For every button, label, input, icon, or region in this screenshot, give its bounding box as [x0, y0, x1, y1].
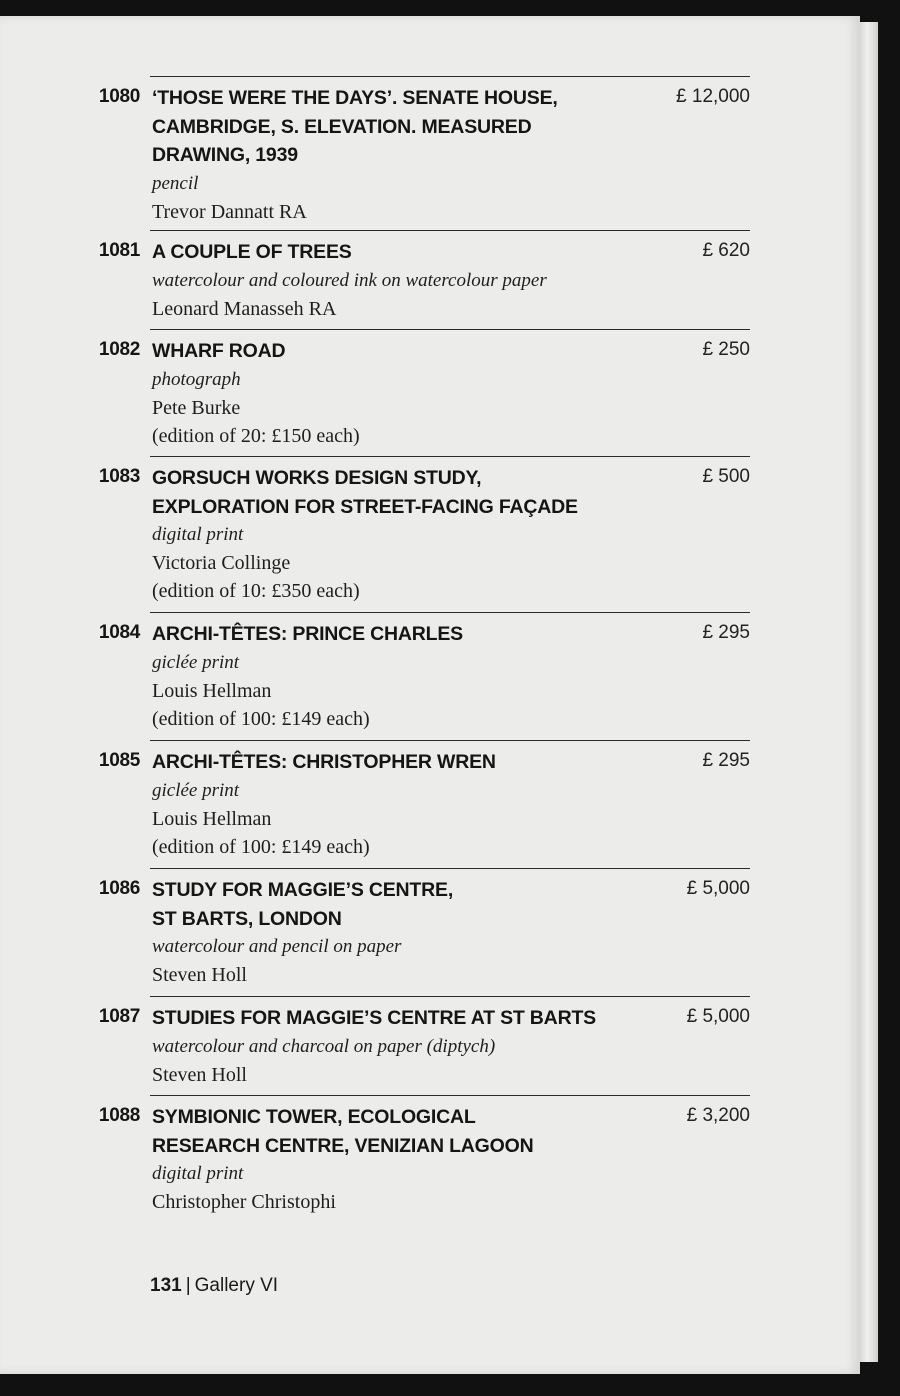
artist-name: Christopher Christophi — [152, 1191, 336, 1213]
artwork-price: £ 12,000 — [676, 86, 750, 107]
page-edge — [860, 22, 878, 1362]
artwork-medium: digital print — [152, 524, 244, 545]
artwork-medium: giclée print — [152, 779, 240, 801]
artwork-medium: watercolour and coloured ink on watercolour paper — [152, 269, 547, 291]
artwork-price: £ 500 — [702, 466, 750, 487]
artwork-price: £ 295 — [702, 622, 750, 643]
edition-info: (edition of 10: £350 each) — [152, 580, 360, 602]
lot-number: 1087 — [98, 1006, 140, 1027]
gallery-section: Gallery VI — [194, 1275, 279, 1296]
artist-name: Louis Hellman — [152, 807, 272, 830]
artist-name: Leonard Manasseh RA — [152, 297, 337, 320]
artist-name: Steven Holl — [152, 964, 247, 986]
lot-number: 1086 — [98, 878, 140, 899]
artwork-title: ARCHI-TÊTES: PRINCE CHARLES — [152, 623, 463, 645]
footer-separator: | — [185, 1275, 191, 1296]
lot-number: 1083 — [98, 466, 140, 487]
artist-name: Trevor Dannatt RA — [152, 200, 307, 223]
edition-info: (edition of 20: £150 each) — [152, 424, 360, 447]
edition-info: (edition of 100: £149 each) — [152, 707, 370, 730]
artwork-price: £ 250 — [702, 339, 750, 360]
entry-divider — [150, 996, 750, 997]
artist-name: Steven Holl — [152, 1063, 247, 1086]
entry-divider — [150, 868, 750, 869]
artwork-medium: pencil — [152, 172, 199, 194]
artwork-title: GORSUCH WORKS DESIGN STUDY, EXPLORATION FOR STREET-FACING FAÇADE — [152, 467, 578, 518]
artwork-title: ‘THOSE WERE THE DAYS’. SENATE HOUSE, CAMBRIDGE, S. ELEVATION. MEASURED DRAWING, 1939 — [152, 87, 558, 166]
artwork-medium: photograph — [152, 368, 241, 390]
entry-divider — [150, 1095, 750, 1096]
artist-name: Pete Burke — [152, 396, 241, 419]
artwork-price: £ 620 — [702, 240, 750, 261]
entry-divider — [150, 456, 750, 457]
page-footer — [150, 1275, 278, 1297]
artwork-price: £ 5,000 — [686, 1006, 750, 1027]
lot-number: 1081 — [98, 240, 140, 261]
lot-number: 1080 — [98, 86, 140, 107]
page-number: 131 — [150, 1275, 182, 1296]
lot-number: 1084 — [98, 622, 140, 643]
lot-number: 1088 — [98, 1105, 140, 1126]
edition-info: (edition of 100: £149 each) — [152, 835, 370, 858]
artwork-price: £ 5,000 — [686, 878, 750, 899]
entry-divider — [150, 740, 750, 741]
artwork-title: ARCHI-TÊTES: CHRISTOPHER WREN — [152, 751, 496, 773]
artwork-title: STUDY FOR MAGGIE’S CENTRE, ST BARTS, LONDON — [152, 879, 454, 930]
artwork-medium: giclée print — [152, 651, 240, 673]
artist-name: Louis Hellman — [152, 679, 272, 702]
artwork-title: SYMBIONIC TOWER, ECOLOGICAL RESEARCH CENTRE, VENIZIAN LAGOON — [152, 1106, 534, 1157]
artwork-medium: watercolour and charcoal on paper (diptych) — [152, 1035, 496, 1057]
entry-divider — [150, 329, 750, 330]
artist-name: Victoria Collinge — [152, 552, 291, 574]
artwork-medium: digital print — [152, 1163, 244, 1184]
lot-number: 1085 — [98, 750, 140, 771]
entry-divider — [150, 76, 750, 77]
artwork-title: STUDIES FOR MAGGIE’S CENTRE AT ST BARTS — [152, 1007, 596, 1029]
entry-divider — [150, 612, 750, 613]
artwork-medium: watercolour and pencil on paper — [152, 936, 402, 957]
lot-number: 1082 — [98, 339, 140, 360]
artwork-price: £ 295 — [702, 750, 750, 771]
artwork-price: £ 3,200 — [686, 1105, 750, 1126]
artwork-title: A COUPLE OF TREES — [152, 241, 352, 263]
entry-divider — [150, 230, 750, 231]
artwork-title: WHARF ROAD — [152, 340, 286, 362]
